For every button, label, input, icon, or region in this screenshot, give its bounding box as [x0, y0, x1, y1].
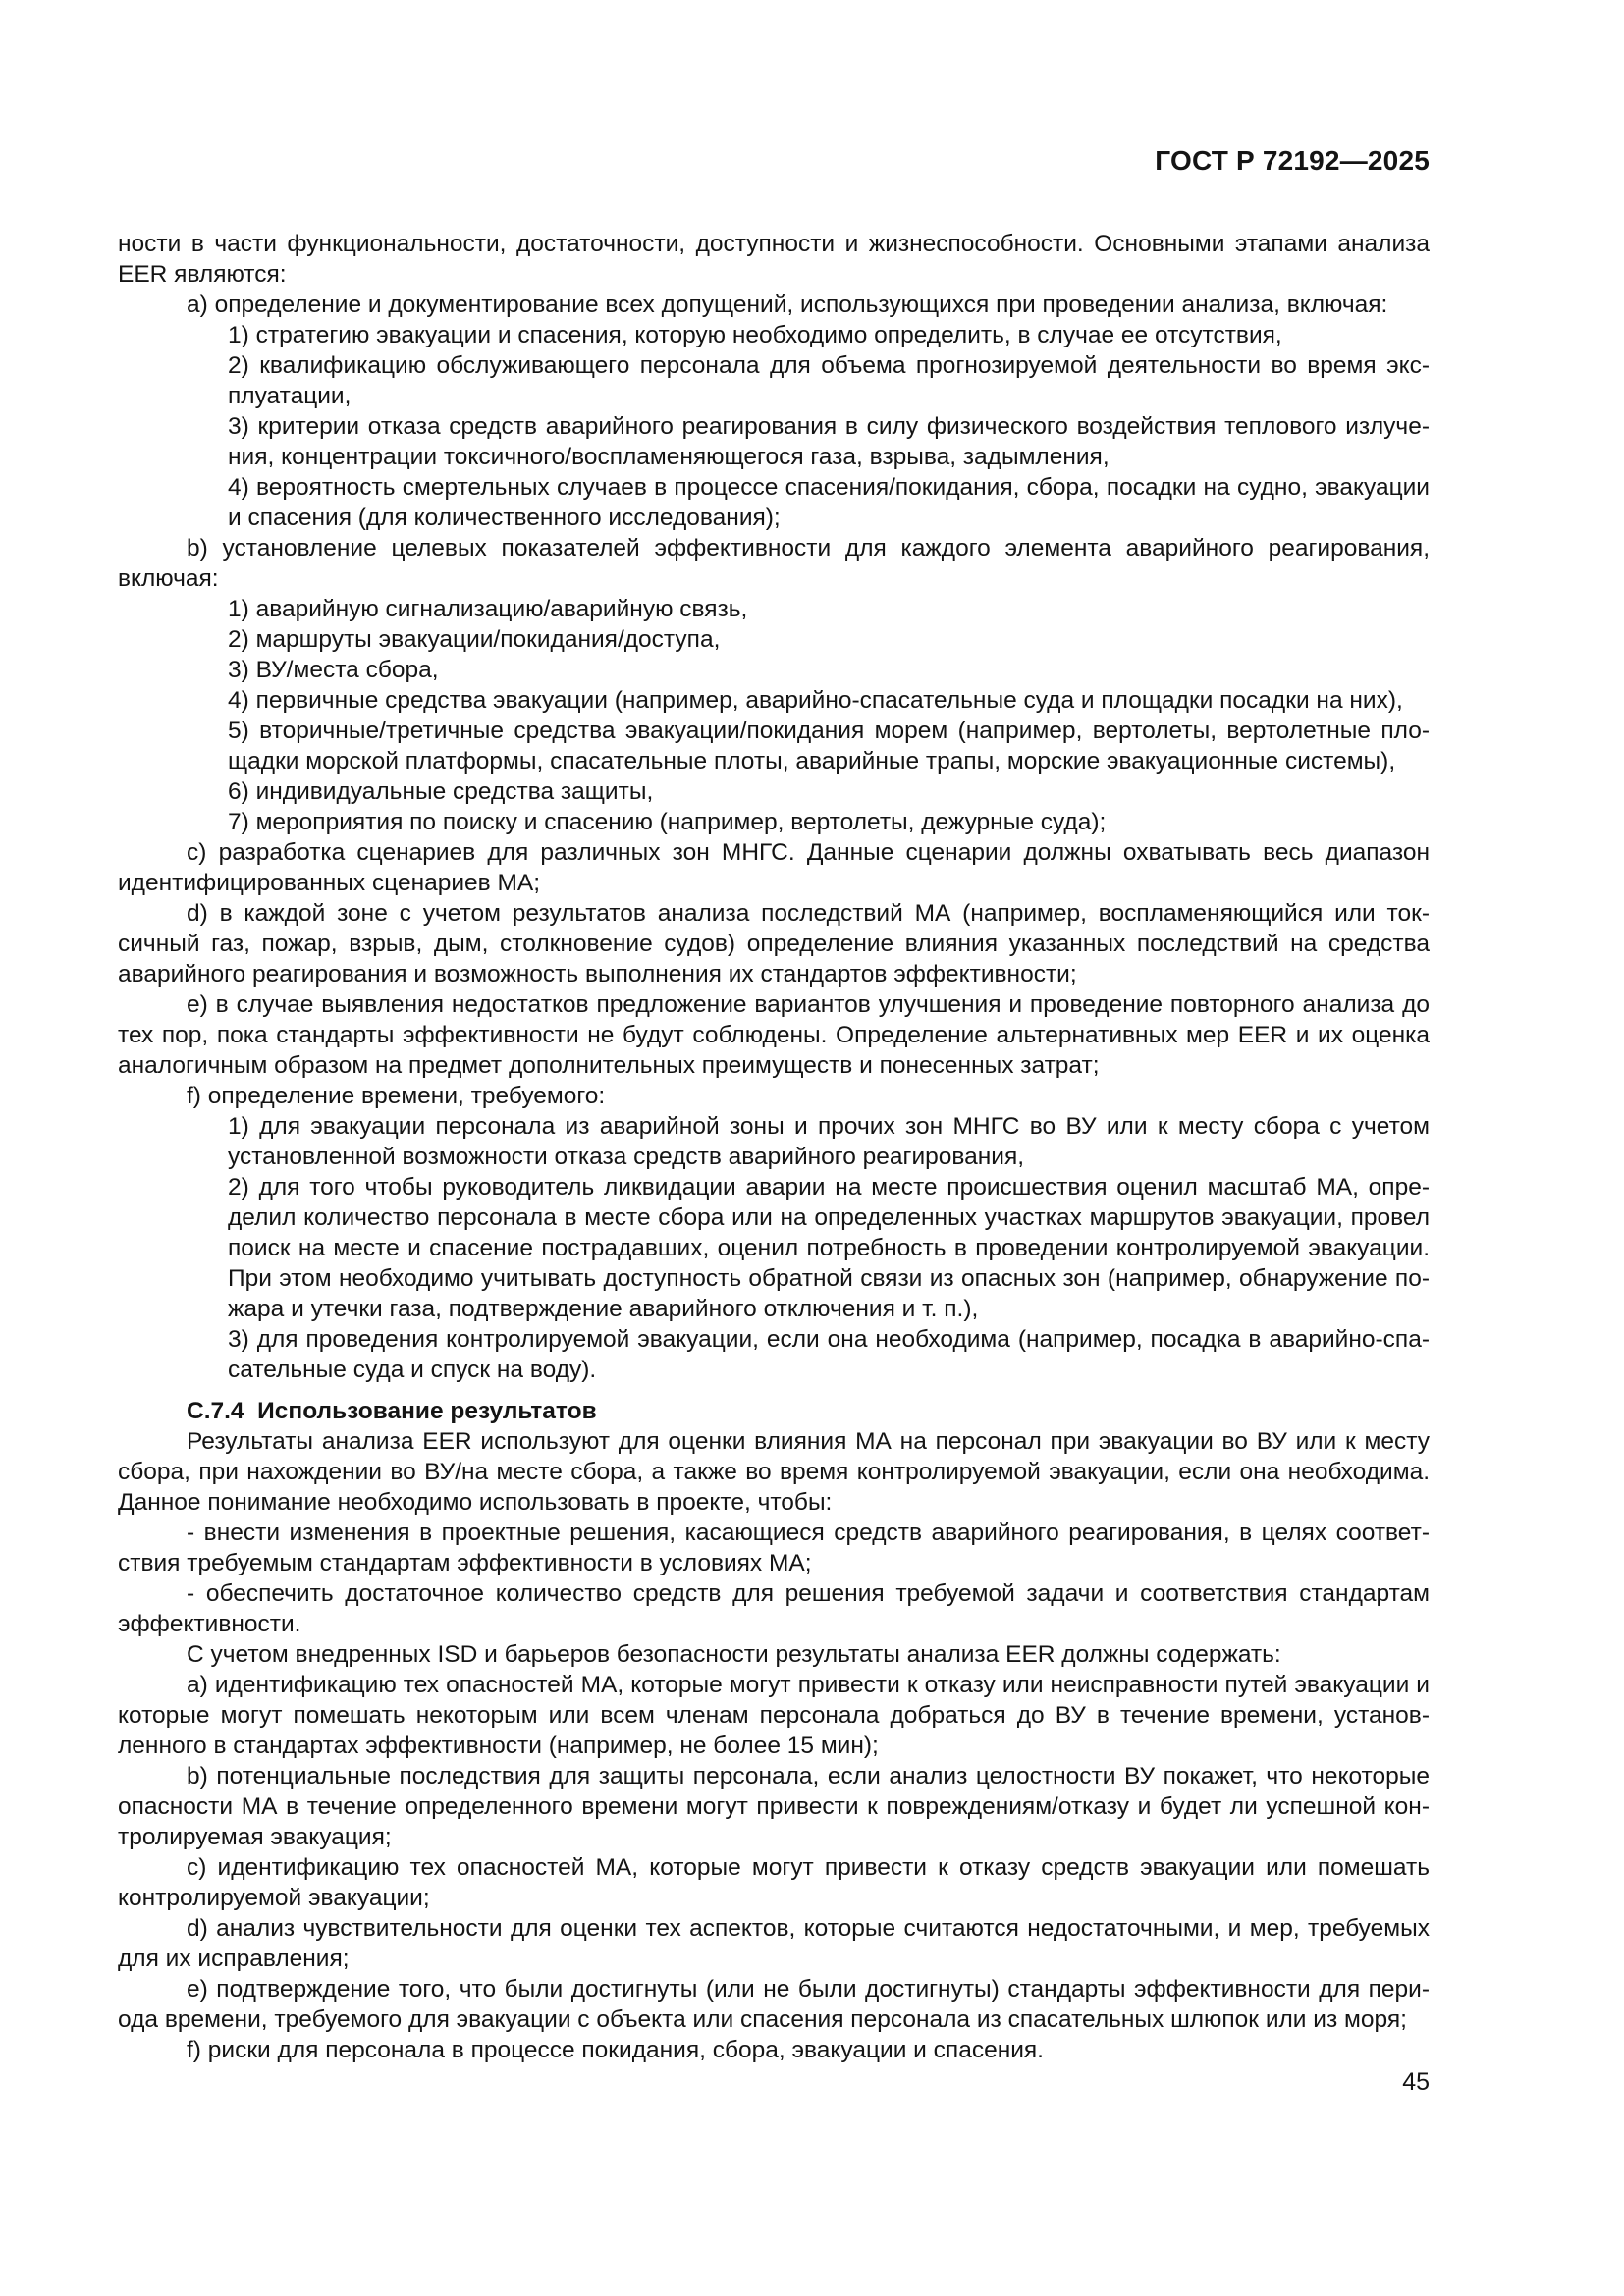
paragraph: 6) индивидуальные средства защиты, — [228, 778, 654, 805]
paragraph: f) риски для персонала в процессе покидания, сбора, эвакуации и спасения. — [187, 2037, 1044, 2063]
paragraph: b) установление целевых показателей эффективности для каждого элемента аварийного реагирования, включая: — [118, 535, 1430, 592]
paragraph: 1) стратегию эвакуации и спасения, которую необходимо определить, в случае ее отсутствия, — [228, 322, 1282, 348]
paragraph: 3) критерии отказа средств аварийного реагирования в силу физического воздействия теплового излучения, концентрации токсичного/воспламеняющегося газа, взрыва, задымления, — [228, 413, 1430, 470]
paragraph: d) в каждой зоне с учетом результатов анализа последствий МА (например, воспламеняющийся или токсичный газ, пожар, взрыв, дым, столкновение судов) определение влияния указанных последствий на средства аварийного реагирования и возможность выполнения их стандартов эффективности; — [118, 900, 1430, 988]
document-body — [118, 229, 1430, 2065]
paragraph: a) идентификацию тех опасностей МА, которые могут привести к отказу или неисправности путей эвакуации и которые могут помешать некоторым или всем членам персонала добраться до ВУ в течение времени, установленного в стандартах эффективности (например, не более 15 мин); — [118, 1672, 1430, 1759]
paragraph: e) в случае выявления недостатков предложение вариантов улучшения и проведение повторного анализа до тех пор, пока стандарты эффективности не будут соблюдены. Определение альтернативных мер EER и их оценка аналогичным образом на предмет дополнительных преимуществ и понесенных затрат; — [118, 991, 1430, 1079]
paragraph: c) идентификацию тех опасностей МА, которые могут привести к отказу средств эвакуации или помешать контролируемой эвакуации; — [118, 1854, 1430, 1911]
paragraph: - внести изменения в проектные решения, касающиеся средств аварийного реагирования, в целях соответствия требуемым стандартам эффективности в условиях МА; — [118, 1520, 1430, 1576]
paragraph: - обеспечить достаточное количество средств для решения требуемой задачи и соответствия стандартам эффективности. — [118, 1580, 1430, 1637]
paragraph: 3) для проведения контролируемой эвакуации, если она необходима (например, посадка в аварийно-спасательные суда и спуск на воду). — [228, 1326, 1430, 1383]
paragraph: 1) для эвакуации персонала из аварийной зоны и прочих зон МНГС во ВУ или к месту сбора с учетом установленной возможности отказа средств аварийного реагирования, — [228, 1113, 1430, 1170]
paragraph: f) определение времени, требуемого: — [187, 1083, 606, 1109]
paragraph: 2) для того чтобы руководитель ликвидации аварии на месте происшествия оценил масштаб МА, определил количество персонала в месте сбора или на определенных участках маршрутов эвакуации, провел поиск на месте и спасение пострадавших, оценил потребность в проведении контролируемой эвакуации. При этом необходимо учитывать доступность обратной связи из опасных зон (например, обнаружение пожара и утечки газа, подтверждение аварийного отключения и т. п.), — [228, 1174, 1430, 1322]
paragraph: a) определение и документирование всех допущений, использующихся при проведении анализа, включая: — [187, 292, 1388, 318]
paragraph: 2) маршруты эвакуации/покидания/доступа, — [228, 626, 721, 653]
doc-code: ГОСТ Р 72192—2025 — [1155, 145, 1430, 176]
paragraph: d) анализ чувствительности для оценки тех аспектов, которые считаются недостаточными, и мер, требуемых для их исправления; — [118, 1915, 1430, 1972]
paragraph: 4) вероятность смертельных случаев в процессе спасения/покидания, сбора, посадки на судно, эвакуации и спасения (для количественного исследования); — [228, 474, 1430, 531]
paragraph: Результаты анализа EER используют для оценки влияния МА на персонал при эвакуации во ВУ или к месту сбора, при нахождении во ВУ/на месте сбора, а также во время контролируемой эвакуации, если она необходима. Данное понимание необходимо использовать в проекте, чтобы: — [118, 1428, 1430, 1516]
paragraph: 1) аварийную сигнализацию/аварийную связь, — [228, 596, 748, 622]
document-header — [118, 145, 1430, 177]
paragraph: b) потенциальные последствия для защиты персонала, если анализ целостности ВУ покажет, что некоторые опасности МА в течение определенного времени могут привести к повреждениям/отказу и будет ли успешной контролируемая эвакуация; — [118, 1763, 1430, 1850]
paragraph: 7) мероприятия по поиску и спасению (например, вертолеты, дежурные суда); — [228, 809, 1107, 835]
paragraph: 5) вторичные/третичные средства эвакуации/покидания морем (например, вертолеты, вертолетные площадки морской платформы, спасательные плоты, аварийные трапы, морские эвакуационные системы), — [228, 718, 1430, 774]
paragraph: c) разработка сценариев для различных зон МНГС. Данные сценарии должны охватывать весь диапазон идентифицированных сценариев МА; — [118, 839, 1430, 896]
paragraph: ности в части функциональности, достаточности, доступности и жизнеспособности. Основными этапами анализа EER являются: — [118, 231, 1430, 288]
section-heading: C.7.4 Использование результатов — [187, 1398, 597, 1424]
paragraph: 4) первичные средства эвакуации (например, аварийно-спасательные суда и площадки посадки на них), — [228, 687, 1403, 714]
page-number: 45 — [1402, 2068, 1430, 2096]
paragraph: 3) ВУ/места сбора, — [228, 657, 439, 683]
paragraph: 2) квалификацию обслуживающего персонала для объема прогнозируемой деятельности во время эксплуатации, — [228, 352, 1430, 409]
paragraph: С учетом внедренных ISD и барьеров безопасности результаты анализа EER должны содержать: — [187, 1641, 1281, 1668]
paragraph: e) подтверждение того, что были достигнуты (или не были достигнуты) стандарты эффективности для периода времени, требуемого для эвакуации с объекта или спасения персонала из спасательных шлюпок или из моря; — [118, 1976, 1430, 2033]
